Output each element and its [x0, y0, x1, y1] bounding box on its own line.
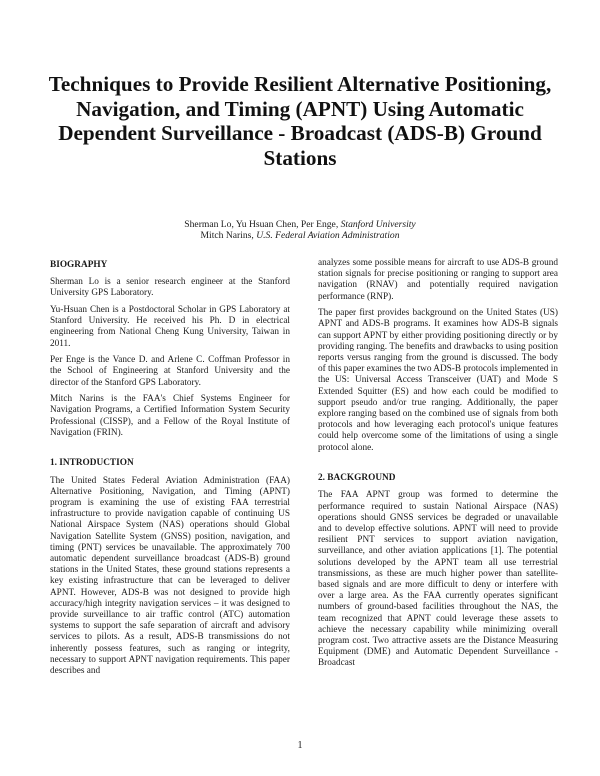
bio-paragraph-chen: Yu-Hsuan Chen is a Postdoctoral Scholar in GPS Laboratory at Stanford University. He received his Ph. D in electrical engineering from National Cheng Kung University, Taiwan in 2011. [50, 304, 290, 349]
section-gap [50, 444, 290, 458]
author-line-2 [60, 230, 540, 241]
page-number: 1 [297, 740, 303, 751]
author-names-2: Mitch Narins, [200, 230, 254, 242]
author-line-1 [60, 219, 540, 230]
left-column [50, 260, 290, 683]
bio-paragraph-enge: Per Enge is the Vance D. and Arlene C. Coffman Professor in the School of Engineering at Stanford University and the director of the Stanford GPS Laboratory. [50, 355, 290, 388]
background-paragraph: The FAA APNT group was formed to determine the performance required to sustain National Airspace (NAS) operations should GNSS services be degraded or unavailable and to develop effective solutions. APNT will need to provide resilient PNT services to support aviation navigation, surveillance, and other aviation applications [1]. The potential solutions developed by the APNT team all use terrestrial transmissions, as these are much higher power than satellite-based signals and are more difficult to deny or interfere with over a large area. As the FAA currently operates significant numbers of ground-based facilities throughout the NAS, the team recognized that APNT could leverage these assets to achieve the necessary capability while minimizing overall program cost. Two attractive assets are the Distance Measuring Equipment (DME) and Automatic Dependent Surveillance - Broadcast [318, 490, 558, 669]
section-gap [318, 459, 558, 473]
paper-title: Techniques to Provide Resilient Alternative Positioning, Navigation, and Timing (APNT) Using Automatic Dependent Surveillance - Broadcast (ADS-B) Ground Stations [48, 72, 552, 170]
affiliation-2: U.S. Federal Aviation Administration [256, 230, 400, 242]
introduction-continued: analyzes some possible means for aircraft to use ADS-B ground station signals for precise positioning or ranging to support area navigation (RNAV) and potentially required navigation performance (RNP). [318, 258, 558, 302]
introduction-paragraph: The United States Federal Aviation Administration (FAA) Alternative Positioning, Navigation, and Timing (APNT) program is examining the use of existing FAA terrestrial infrastructure to provide navigation capable of continuing US National Airspace System (NAS) operations should Global Navigation Satellite System (GNSS) position, navigation, and timing (PNT) services be unavailable. The approximately 700 automatic dependent surveillance broadcast (ADS-B) ground stations in the United States, these ground stations represents a key existing infrastructure that can be leveraged to deliver APNT. However, ADS-B was not designed to provide high accuracy/high integrity navigation services – it was designed to provide surveillance to air traffic control (ATC) automation systems to support the safe separation of aircraft and advisory services to pilots. As a result, ADS-B transmissions do not inherently possess features, such as ranging or integrity, necessary to support APNT navigation requirements. This paper describes and [50, 475, 290, 677]
affiliation-1: Stanford University [340, 219, 416, 230]
introduction-heading: 1. INTRODUCTION [50, 458, 134, 469]
bio-paragraph-narins: Mitch Narins is the FAA's Chief Systems Engineer for Navigation Programs, a Certified Information System Security Professional (CISSP), and a Fellow of the Royal Institute of Navigation (FRIN). [50, 394, 290, 438]
right-column [318, 258, 558, 675]
introduction-paragraph-2: The paper first provides background on the United States (US) APNT and ADS-B programs. It examines how ADS-B signals can support APNT by either providing positioning directly or by providing ranging. The benefits and drawbacks to using position reports versus ranging from the ground is discussed. The body of this paper examines the two ADS-B protocols implemented in the US: Universal Access Transceiver (UAT) and Mode S Extended Squitter (ES) and how each could be modified to support pseudo and/or true ranging. Additionally, the paper explore ranging based on the combined use of signals from both protocols and how leveraging each protocol's unique features could help overcome some of the limitations of using a single protocol alone. [318, 308, 558, 453]
background-heading: 2. BACKGROUND [318, 473, 396, 484]
author-names-1: Sherman Lo, Yu Hsuan Chen, Per Enge, [184, 219, 339, 230]
biography-heading: BIOGRAPHY [50, 260, 108, 270]
bio-paragraph-lo: Sherman Lo is a senior research engineer at the Stanford University GPS Laboratory. [50, 277, 290, 299]
author-block [60, 219, 540, 241]
